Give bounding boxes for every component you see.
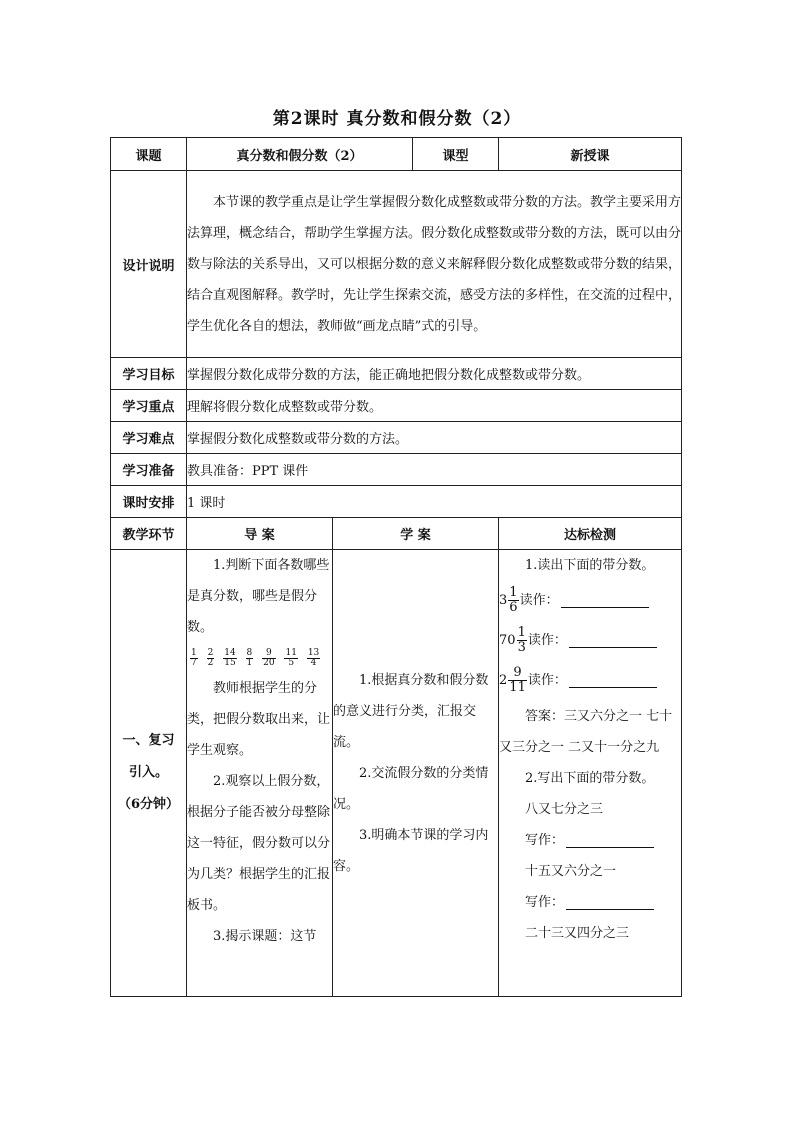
- fraction-2: $\frac{2}{2}$: [207, 648, 214, 669]
- columns-header-row: [111, 518, 682, 550]
- guide-p4: 3.揭示课题：这节: [213, 928, 317, 944]
- write-item-2: 十五又六分之一: [525, 864, 617, 879]
- stage-header: 教学环节: [111, 518, 187, 550]
- study-p3: 3.明确本节课的学习内容。: [333, 827, 489, 874]
- fraction-3: $\frac{14}{15}$: [224, 648, 236, 669]
- mixed-number-3-line: [499, 661, 681, 701]
- check-q2: 2.写出下面的带分数。: [525, 771, 655, 786]
- stage1-name-line2: 引入。: [128, 765, 168, 780]
- design-row: [111, 171, 682, 358]
- mixed-number-2-line: [499, 621, 681, 661]
- prep-text: 教具准备：PPT 课件: [187, 454, 682, 486]
- write-label-1: 写作：: [525, 833, 565, 848]
- check-header: 达标检测: [499, 518, 682, 550]
- check-q1: 1.读出下面的带分数。: [525, 558, 655, 573]
- stage1-name: [111, 550, 187, 997]
- fraction-1: $\frac{1}{7}$: [191, 648, 197, 669]
- design-label: 设计说明: [111, 171, 187, 358]
- lesson-plan-table: [110, 137, 682, 997]
- mixed-2-whole: 70: [499, 633, 516, 648]
- answer-blank-2[interactable]: [569, 634, 657, 648]
- topic-label: 课题: [111, 138, 187, 171]
- page-title: 第2课时 真分数和假分数（2）: [272, 109, 522, 129]
- difficulty-text: 掌握假分数化成整数或带分数的方法。: [187, 422, 682, 454]
- guide-cell: [187, 550, 333, 997]
- write-blank-2[interactable]: [566, 896, 654, 910]
- write-blank-1[interactable]: [566, 834, 654, 848]
- prep-label: 学习准备: [111, 454, 187, 486]
- goal-label: 学习目标: [111, 358, 187, 390]
- fraction-7: $\frac{13}{4}$: [307, 648, 320, 669]
- goal-text: 掌握假分数化成带分数的方法，能正确地把假分数化成整数或带分数。: [187, 358, 682, 390]
- answer-blank-1[interactable]: [561, 594, 649, 608]
- mixed-number-1-line: [499, 581, 681, 621]
- fraction-4: $\frac{8}{1}$: [246, 648, 253, 669]
- write-line-1: [499, 825, 681, 856]
- guide-p1: 1.判断下面各数哪些是真分数，哪些是假分数。: [187, 558, 330, 635]
- read-label-2: 读作：: [527, 633, 567, 648]
- fraction-6: $\frac{11}{5}$: [285, 648, 297, 669]
- header-row: [111, 138, 682, 171]
- read-label-3: 读作：: [527, 673, 567, 688]
- mixed-1-fraction: $\frac{1}{6}$: [509, 585, 518, 615]
- write-line-2: [499, 887, 681, 918]
- check-answer: 答案：三又六分之一 七十又三分之一 二又十一分之九: [499, 709, 673, 755]
- guide-header: 导 案: [187, 518, 333, 550]
- check-cell: [499, 550, 682, 997]
- stage1-row: [111, 550, 682, 997]
- fraction-list: [187, 643, 332, 673]
- mixed-3-whole: 2: [499, 673, 508, 688]
- fraction-5: $\frac{9}{20}$: [263, 648, 275, 669]
- guide-p3: 2.观察以上假分数，根据分子能否被分母整除这一特征，假分数可以分为几类？根据学生的汇报板书。: [187, 773, 331, 913]
- design-text: 本节课的教学重点是让学生掌握假分数化成整数或带分数的方法。教学主要采用方法算理，概念结合，帮助学生掌握方法。假分数化成整数或带分数的方法，既可以由分数与除法的关系导出，又可以根据分数的意义来解释假分数化成整数或带分数的结果，结合直观图解释。教学时，先让学生探索交流，感受方法的多样性，在交流的过程中，学生优化各自的想法，教师做“画龙点睛”式的引导。: [187, 171, 682, 358]
- difficulty-label: 学习难点: [111, 422, 187, 454]
- stage1-name-line1: 一、复习: [122, 733, 175, 748]
- mixed-1-whole: 3: [499, 593, 508, 608]
- write-item-1: 八又七分之三: [525, 802, 604, 817]
- read-label-1: 读作：: [519, 593, 559, 608]
- stage1-name-line3: （6分钟）: [117, 797, 180, 812]
- hours-row: [111, 486, 682, 518]
- study-p2: 2.交流假分数的分类情况。: [333, 765, 489, 812]
- guide-p2: 教师根据学生的分类，把假分数取出来，让学生观察。: [187, 680, 331, 758]
- study-cell: [333, 550, 499, 997]
- write-label-2: 写作：: [525, 895, 565, 910]
- key-row: [111, 390, 682, 422]
- topic-value: 真分数和假分数（2）: [187, 138, 413, 171]
- mixed-2-fraction: $\frac{1}{3}$: [517, 625, 526, 655]
- key-text: 理解将假分数化成整数或带分数。: [187, 390, 682, 422]
- type-label: 课型: [413, 138, 499, 171]
- mixed-3-fraction: $\frac{9}{11}$: [509, 665, 526, 695]
- study-header: 学 案: [333, 518, 499, 550]
- key-label: 学习重点: [111, 390, 187, 422]
- type-value: 新授课: [499, 138, 682, 171]
- prep-row: [111, 454, 682, 486]
- difficulty-row: [111, 422, 682, 454]
- hours-label: 课时安排: [111, 486, 187, 518]
- write-item-3: 二十三又四分之三: [525, 926, 630, 941]
- goal-row: [111, 358, 682, 390]
- hours-text: 1 课时: [187, 486, 682, 518]
- answer-blank-3[interactable]: [569, 674, 657, 688]
- study-p1: 1.根据真分数和假分数的意义进行分类，汇报交流。: [333, 672, 489, 750]
